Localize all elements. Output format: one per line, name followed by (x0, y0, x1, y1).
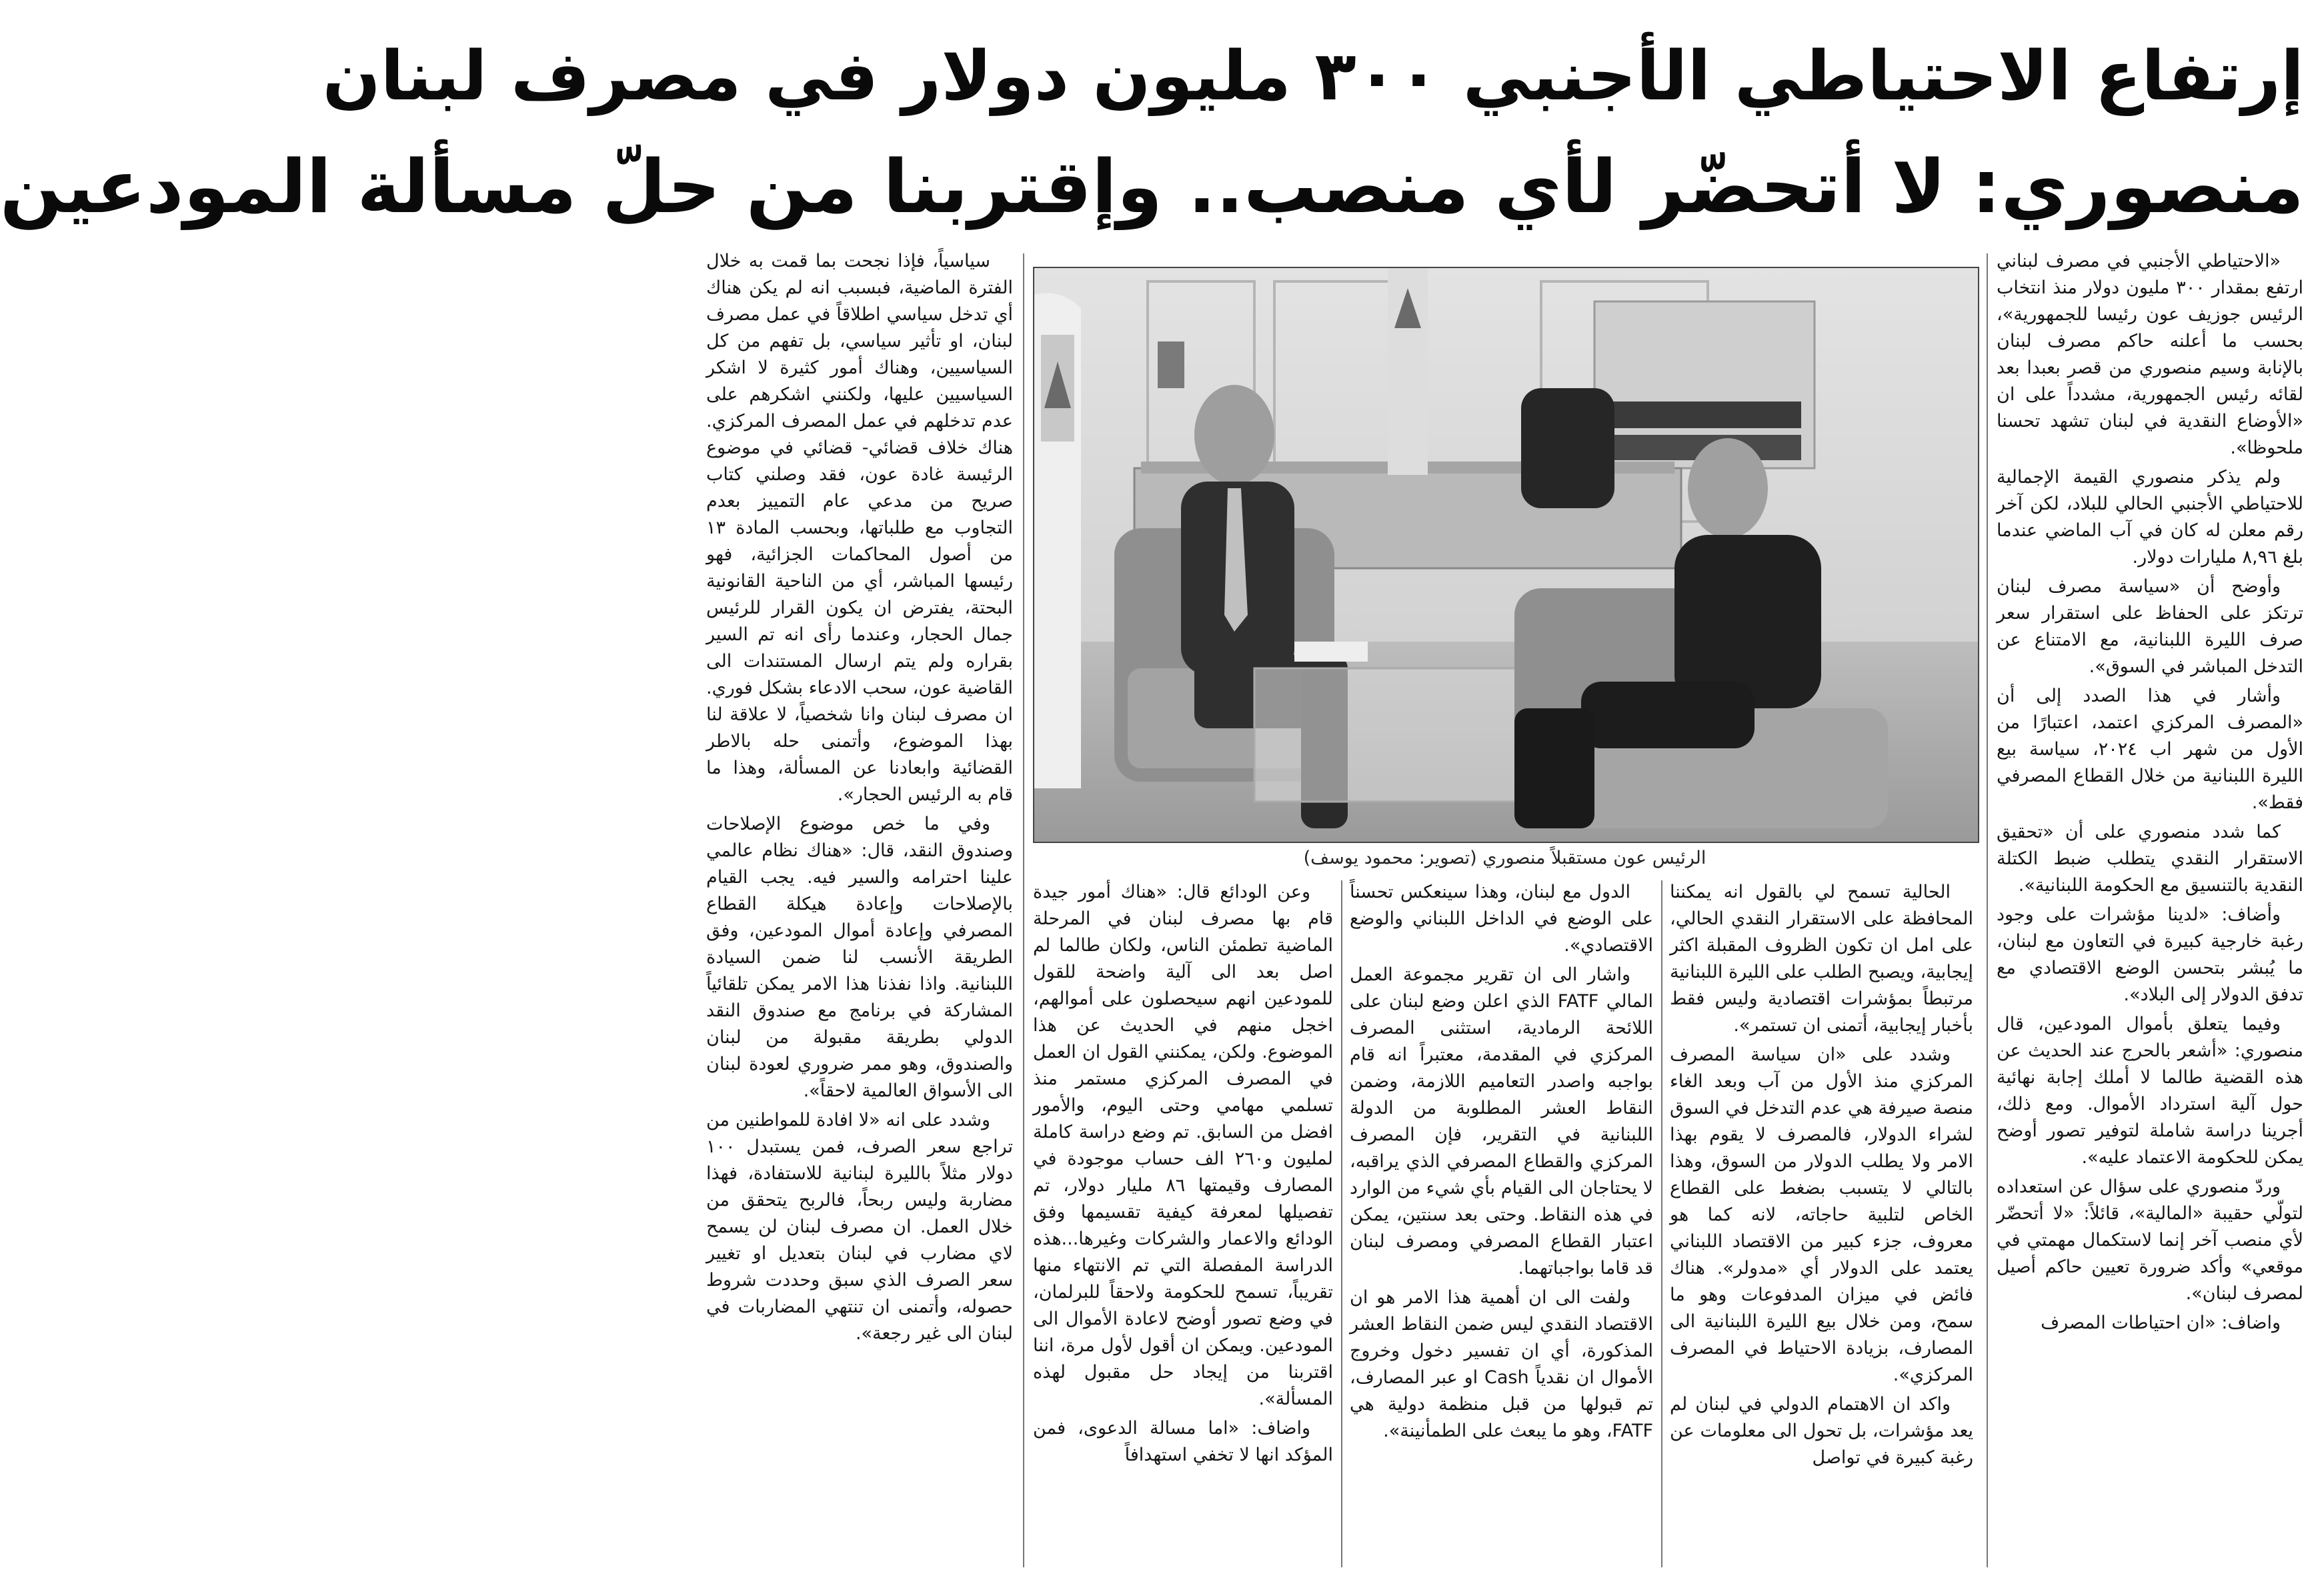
article-column-1 (1997, 248, 2303, 1572)
article-paragraph: كما شدد منصوري على أن «تحقيق الاستقرار النقدي يتطلب ضبط الكتلة النقدية بالتنسيق مع الحكومة اللبنانية». (1997, 822, 2303, 896)
column-divider (1341, 880, 1342, 1567)
article-paragraph: ولفت الى ان أهمية هذا الامر هو ان الاقتصاد النقدي ليس ضمن النقاط العشر المذكورة، أي ان تفسير دخول وخروج الأموال ان نقدياً Cash او عبر المصارف، تم قبولها من قبل منظمة دولية هي FATF، وهو ما يبعث على الطمأنينة». (1350, 1287, 1653, 1441)
photo-caption: الرئيس عون مستقبلاً منصوري (تصوير: محمود يوسف) (1303, 848, 1706, 868)
article-paragraph: وأشار في هذا الصدد إلى أن «المصرف المركزي اعتمد، اعتبارًا من الأول من شهر اب ٢٠٢٤، سياسة بيع الليرة اللبنانية من خلال القطاع المصرفي فقط». (1997, 686, 2303, 813)
article-paragraph: الحالية تسمح لي بالقول انه يمكننا المحافظة على الاستقرار النقدي الحالي، على امل ان تكون الظروف المقبلة اكثر إيجابية، ويصبح الطلب على الليرة اللبنانية مرتبطاً بمؤشرات اقتصادية وليس فقط بأخبار إيجابية، أتمنى ان تستمر». (1670, 882, 1973, 1036)
photo-meeting-illustration (1034, 268, 1978, 842)
article-paragraph: واضاف: «اما مسالة الدعوى، فمن المؤكد انها لا تخفي استهدافاً (1033, 1418, 1333, 1465)
article-column-4 (1033, 879, 1333, 1573)
article-paragraph: واضاف: «ان احتياطات المصرف (2041, 1313, 2281, 1333)
news-photo (1033, 267, 1979, 843)
article-paragraph: وشدد على انه «لا افادة للمواطنين من تراجع سعر الصرف، فمن يستبدل ١٠٠ دولار مثلاً بالليرة لبنانية للاستفادة، فهذا مضاربة وليس ربحاً، فالربح يتحقق من خلال العمل. ان مصرف لبنان لن يسمح لاي مضارب في لبنان بتعديل او تغيير سعر الصرف الذي سبق وحددت شروط حصوله، وأتمنى ان تنتهي المضاربات في لبنان الى غير رجعة». (706, 1110, 1013, 1344)
article-paragraph: الدول مع لبنان، وهذا سينعكس تحسناً على الوضع في الداخل اللبناني والوضع الاقتصادي». (1350, 882, 1653, 956)
column-divider (1661, 880, 1662, 1567)
article-paragraph: سياسياً، فإذا نجحت بما قمت به خلال الفترة الماضية، فبسبب انه لم يكن هناك أي تدخل سياسي اطلاقاً في عمل مصرف لبنان، او تأثير سياسي، بل تفهم من كل السياسيين، وهناك أمور كثيرة لا اشكر السياسيين عليها، ولكنني اشكرهم على عدم تدخلهم في عمل المصرف المركزي. هناك خلاف قضائي- قضائي في موضوع الرئيسة غادة عون، فقد وصلني كتاب صريح من مدعي عام التمييز بعدم التجاوب مع طلباتها، وبحسب المادة ١٣ من أصول المحاكمات الجزائية، فهو رئيسها المباشر، أي من الناحية القانونية البحتة، يفترض ان يكون القرار للرئيس جمال الحجار، وعندما رأى انه تم السير بقراره ولم يتم ارسال المستندات الى القاضية عون، سحب الادعاء بشكل فوري. ان مصرف لبنان وانا شخصياً، لا علاقة لنا بهذا الموضوع، وأتمنى حله بالاطر القضائية وابعادنا عن المسألة، وهذا ما قام به الرئيس الحجار». (706, 251, 1013, 805)
article-paragraph: وفي ما خص موضوع الإصلاحات وصندوق النقد، قال: «هناك نظام عالمي علينا احترامه والسير فيه. يجب القيام بالإصلاحات وإعادة هيكلة القطاع المصرفي وإعادة أموال المودعين، وفق الطريقة الأنسب لنا ضمن السيادة اللبنانية. واذا نفذنا هذا الامر يمكن تلقائياً المشاركة في برنامج مع صندوق النقد الدولي بطريقة مقبولة من لبنان والصندوق، وهو ممر ضروري لعودة لبنان الى الأسواق العالمية لاحقاً». (706, 814, 1013, 1101)
column-divider (1023, 253, 1024, 1567)
article-paragraph: واشار الى ان تقرير مجموعة العمل المالي FATF الذي اعلن وضع لبنان على اللائحة الرمادية، استثنى المصرف المركزي في المقدمة، معتبراً انه قام بواجبه واصدر التعاميم اللازمة، وضمن النقاط العشر المطلوبة من الدولة اللبنانية في التقرير، فإن المصرف المركزي والقطاع المصرفي الذي يراقبه، لا يحتاجان الى القيام بأي شيء من الوارد في هذه النقاط. وحتى بعد سنتين، يمكن اعتبار القطاع المصرفي ومصرف لبنان قد قاما بواجباتهما. (1350, 964, 1653, 1279)
headline-line-1: إرتفاع الاحتياطي الأجنبي ٣٠٠ مليون دولار في مصرف لبنان (322, 37, 2304, 116)
article-paragraph: واكد ان الاهتمام الدولي في لبنان لم يعد مؤشرات، بل تحول الى معلومات عن رغبة كبيرة في تواصل (1670, 1394, 1973, 1468)
article-column-3 (1350, 879, 1653, 1573)
article-paragraph: «الاحتياطي الأجنبي في مصرف لبناني ارتفع بمقدار ٣٠٠ مليون دولار منذ انتخاب الرئيس جوزيف عون رئيسا للجمهورية»، بحسب ما أعلنه حاكم مصرف لبنان بالإنابة وسيم منصوري من قصر بعبدا بعد لقائه رئيس الجمهورية، مشدداً على ان «الأوضاع النقدية في لبنان تشهد تحسنا ملحوظا». (1997, 251, 2303, 458)
article-column-5 (706, 248, 1013, 1572)
column-divider (1987, 253, 1988, 1567)
article-paragraph: وشدد على «ان سياسة المصرف المركزي منذ الأول من آب وبعد الغاء منصة صيرفة هي عدم التدخل في السوق لشراء الدولار، فالمصرف لا يقوم بهذا الامر ولا يطلب الدولار من السوق، وهذا بالتالي لا يتسبب بضغط على القطاع الخاص لتلبية حاجاته، لانه كما هو معروف، جزء كبير من الاقتصاد اللبناني يعتمد على الدولار أي «مدولر». هناك فائض في ميزان المدفوعات وهو ما سمح، ومن خلال بيع الليرة اللبنانية الى المصارف، بزيادة الاحتياط في المصرف المركزي». (1670, 1044, 1973, 1385)
article-paragraph: وردّ منصوري على سؤال عن استعداده لتولّي حقيبة «المالية»، قائلاً: «لا أتحضّر لأي منصب آخر إنما لاستكمال مهمتي في موقعي» وأكد ضرورة تعيين حاكم أصيل لمصرف لبنان». (1997, 1176, 2303, 1304)
article-paragraph: وأضاف: «لدينا مؤشرات على وجود رغبة خارجية كبيرة في التعاون مع لبنان، ما يُبشر بتحسن الوضع الاقتصادي مع تدفق الدولار إلى البلاد». (1997, 904, 2303, 1005)
article-paragraph: وعن الودائع قال: «هناك أمور جيدة قام بها مصرف لبنان في المرحلة الماضية تطمئن الناس، ولكان طالما لم اصل بعد الى آلية واضحة للقول للمودعين انهم سيحصلون على أموالهم، اخجل منهم في الحديث عن هذا الموضوع. ولكن، يمكنني القول ان العمل في المصرف المركزي مستمر منذ تسلمي مهامي وحتى اليوم، والأمور افضل من السابق. تم وضع دراسة كاملة لمليون و٢٦٠ الف حساب موجودة في المصارف وقيمتها ٨٦ مليار دولار، تم تفصيلها لمعرفة كيفية تقسيمها وفق الودائع والاعمار والشركات وغيرها...هذه الدراسة المفصلة التي تم الانتهاء منها تقريباً، تسمح للحكومة ولاحقاً للبرلمان، في وضع تصور أوضح لاعادة الأموال الى المودعين. ويمكن ان أقول لأول مرة، اننا اقتربنا من إيجاد حل مقبول لهذه المسألة». (1033, 882, 1333, 1409)
article-paragraph: وأوضح أن «سياسة مصرف لبنان ترتكز على الحفاظ على استقرار سعر صرف الليرة اللبنانية، مع الامتناع عن التدخل المباشر في السوق». (1997, 576, 2303, 677)
headline-line-2: منصوري: لا أتحضّر لأي منصب.. وإقتربنا من حلّ مسألة المودعين (0, 144, 2304, 229)
article-paragraph: وفيما يتعلق بأموال المودعين، قال منصوري: «أشعر بالحرج عند الحديث عن هذه القضية طالما لا أملك إجابة نهائية حول آلية استرداد الأموال. ومع ذلك، أجرينا دراسة شاملة لتوفير تصور أوضح يمكن للحكومة الاعتماد عليه». (1997, 1014, 2303, 1168)
article-column-2 (1670, 879, 1973, 1573)
article-paragraph: ولم يذكر منصوري القيمة الإجمالية للاحتياطي الأجنبي الحالي للبلاد، لكن آخر رقم معلن له كان في آب الماضي عندما بلغ ٨,٩٦ مليارات دولار. (1997, 467, 2303, 568)
